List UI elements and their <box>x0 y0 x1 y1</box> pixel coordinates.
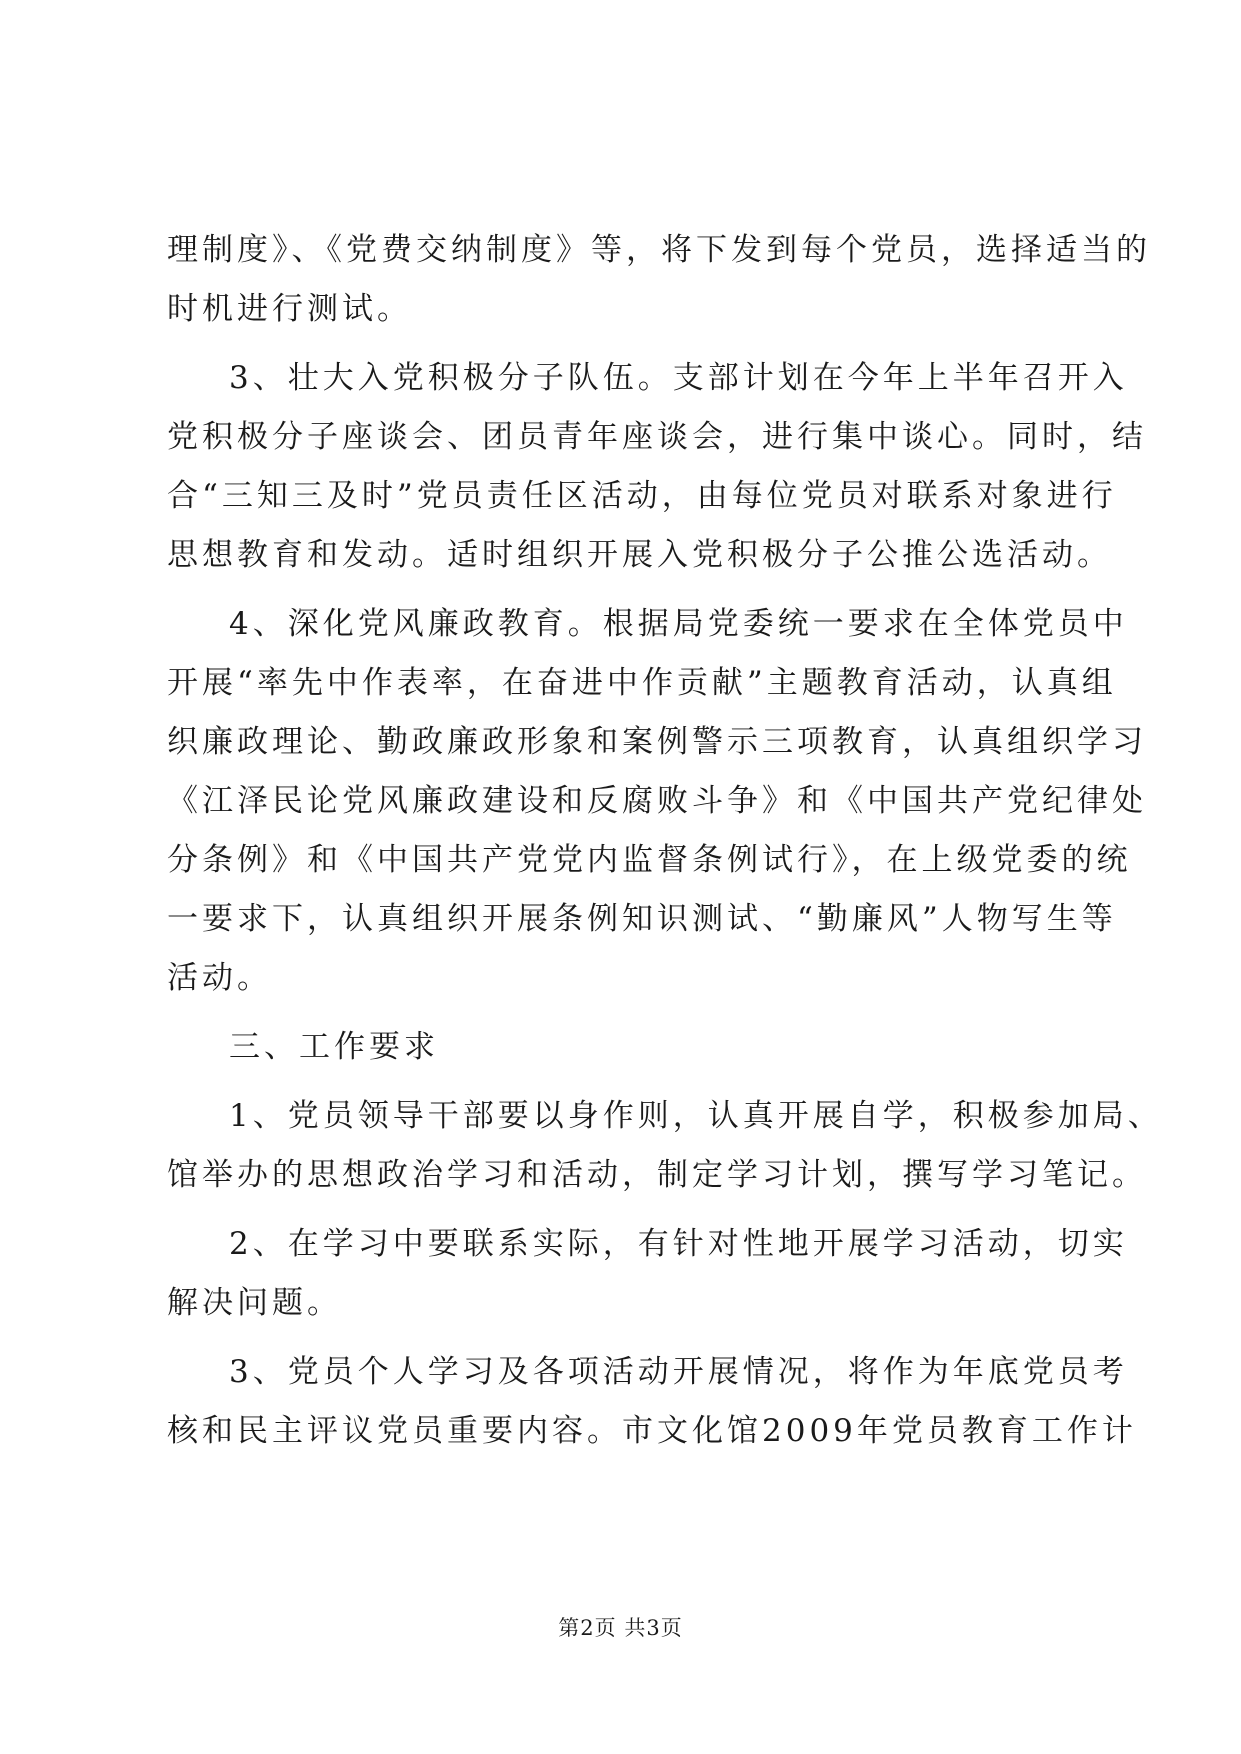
text-line: 党积极分子座谈会、团员青年座谈会，进行集中谈心。同时，结 <box>167 419 1147 455</box>
text-line: 织廉政理论、勤政廉政形象和案例警示三项教育，认真组织学习 <box>167 724 1147 760</box>
text-line: 开展“率先中作表率，在奋进中作贡献”主题教育活动，认真组 <box>167 665 1117 701</box>
section-heading: 三、工作要求 <box>229 1029 439 1065</box>
text-line: 分条例》和《中国共产党党内监督条例试行》，在上级党委的统 <box>167 842 1132 878</box>
requirement-1-start: 1、党员领导干部要以身作则，认真开展自学，积极参加局、 <box>229 1098 1163 1134</box>
text-line: 核和民主评议党员重要内容。市文化馆2009年党员教育工作计 <box>167 1413 1137 1449</box>
text-line: 合“三知三及时”党员责任区活动，由每位党员对联系对象进行 <box>167 478 1117 514</box>
text-line: 解决问题。 <box>167 1285 342 1321</box>
text-line: 思想教育和发动。适时组织开展入党积极分子公推公选活动。 <box>167 537 1112 573</box>
text-line: 时机进行测试。 <box>167 291 412 327</box>
paragraph-4-start: 4、深化党风廉政教育。根据局党委统一要求在全体党员中 <box>229 606 1128 642</box>
requirement-3-start: 3、党员个人学习及各项活动开展情况，将作为年底党员考 <box>229 1354 1128 1390</box>
text-line: 《江泽民论党风廉政建设和反腐败斗争》和《中国共产党纪律处 <box>167 783 1147 819</box>
text-line: 理制度》、《党费交纳制度》等，将下发到每个党员，选择适当的 <box>167 232 1151 268</box>
paragraph-3-start: 3、壮大入党积极分子队伍。支部计划在今年上半年召开入 <box>229 360 1128 396</box>
requirement-2-start: 2、在学习中要联系实际，有针对性地开展学习活动，切实 <box>229 1226 1128 1262</box>
text-line: 馆举办的思想政治学习和活动，制定学习计划，撰写学习笔记。 <box>167 1157 1147 1193</box>
text-line: 一要求下，认真组织开展条例知识测试、“勤廉风”人物写生等 <box>167 901 1117 937</box>
page-number-footer: 第2页 共3页 <box>558 1616 683 1640</box>
text-line: 活动。 <box>167 960 272 996</box>
